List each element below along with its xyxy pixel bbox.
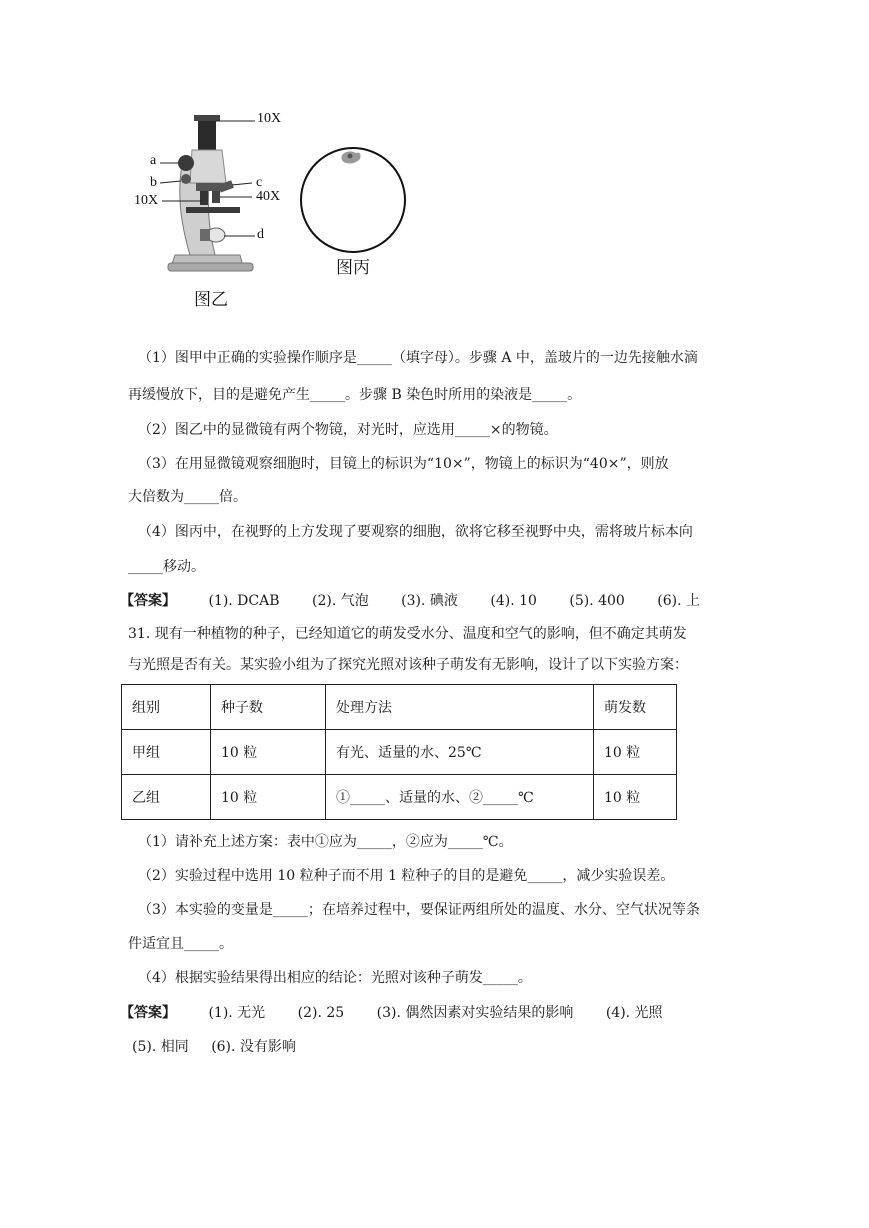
table-row: [122, 730, 677, 775]
table-header-row: [122, 685, 677, 730]
q30-line-1: （1）图甲中正确的实验操作顺序是_____（填字母）。步骤 A 中，盖玻片的一边先接触水滴: [138, 350, 698, 366]
table-cell: 10 粒: [211, 775, 326, 820]
answer-item: (5). 400: [569, 593, 625, 609]
q31-line-2: 与光照是否有关。某实验小组为了探究光照对该种子萌发有无影响，设计了以下实验方案：: [128, 657, 688, 673]
answer-tag: 【答案】: [120, 1005, 176, 1021]
q31-line-1: 31. 现有一种植物的种子，已经知道它的萌发受水分、温度和空气的影响，但不确定其萌发: [128, 626, 687, 642]
q31-answer-line-1: [120, 1003, 770, 1023]
table-cell: ①_____、适量的水、②_____℃: [326, 775, 594, 820]
answer-item: (1). 无光: [208, 1005, 266, 1021]
answer-item: (4). 10: [490, 593, 537, 609]
answer-item: (3). 碘液: [401, 593, 458, 609]
table-cell: 乙组: [122, 775, 211, 820]
answer-item: (6). 没有影响: [211, 1039, 296, 1055]
label-a: a: [150, 153, 157, 168]
table-header-cell: 萌发数: [594, 685, 677, 730]
q30-line-2: 再缓慢放下，目的是避免产生_____。步骤 B 染色时所用的染液是_____。: [128, 387, 582, 403]
table-cell: 10 粒: [594, 775, 677, 820]
table-header-cell: 组别: [122, 685, 211, 730]
q30-line-3: （2）图乙中的显微镜有两个物镜，对光时，应选用_____×的物镜。: [138, 422, 558, 438]
answer-tag: 【答案】: [120, 593, 176, 609]
experiment-table: [121, 684, 677, 820]
table-cell: 甲组: [122, 730, 211, 775]
q30-line-4: （3）在用显微镜观察细胞时，目镜上的标识为“10×”，物镜上的标识为“40×”，则放: [138, 456, 669, 472]
table-cell: 10 粒: [211, 730, 326, 775]
microscope-caption: 图乙: [194, 290, 228, 310]
objective-high-label: 40X: [256, 189, 281, 204]
objective-low-label: 10X: [134, 193, 159, 208]
answer-item: (5). 相同: [132, 1039, 189, 1055]
q30-line-6: （4）图丙中，在视野的上方发现了要观察的细胞，欲将它移至视野中央，需将玻片标本向: [138, 524, 693, 540]
table-header-cell: 种子数: [211, 685, 326, 730]
q30-line-7: _____移动。: [128, 559, 205, 575]
q31-sub-1: （1）请补充上述方案：表中①应为_____，②应为_____℃。: [138, 834, 513, 850]
field-of-view-circle: [298, 145, 408, 255]
q31-sub-2: （2）实验过程中选用 10 粒种子而不用 1 粒种子的目的是避免_____，减少实验误差。: [138, 868, 675, 884]
q31-sub-4: （4）根据实验结果得出相应的结论：光照对该种子萌发_____。: [138, 970, 532, 986]
q31-sub-3a: （3）本实验的变量是_____；在培养过程中，要保证两组所处的温度、水分、空气状况等条: [138, 902, 700, 918]
q30-line-5: 大倍数为_____倍。: [128, 489, 247, 505]
answer-item: (4). 光照: [605, 1005, 663, 1021]
figure-area: [120, 105, 440, 315]
answer-item: (3). 偶然因素对实验结果的影响: [376, 1005, 574, 1021]
label-d: d: [257, 227, 264, 242]
q31-answer-line-2: [132, 1037, 782, 1057]
table-row: [122, 775, 677, 820]
answer-item: (6). 上: [657, 593, 700, 609]
q30-answer: [120, 591, 770, 611]
eyepiece-label: 10X: [257, 111, 282, 126]
answer-item: (2). 25: [297, 1005, 345, 1021]
table-cell: 有光、适量的水、25℃: [326, 730, 594, 775]
table-cell: 10 粒: [594, 730, 677, 775]
circle-caption: 图丙: [336, 258, 370, 278]
q31-sub-3b: 件适宜且_____。: [128, 936, 233, 952]
label-c: c: [256, 175, 263, 190]
answer-item: (1). DCAB: [208, 593, 280, 609]
table-header-cell: 处理方法: [326, 685, 594, 730]
label-b: b: [150, 175, 157, 190]
answer-item: (2). 气泡: [311, 593, 369, 609]
